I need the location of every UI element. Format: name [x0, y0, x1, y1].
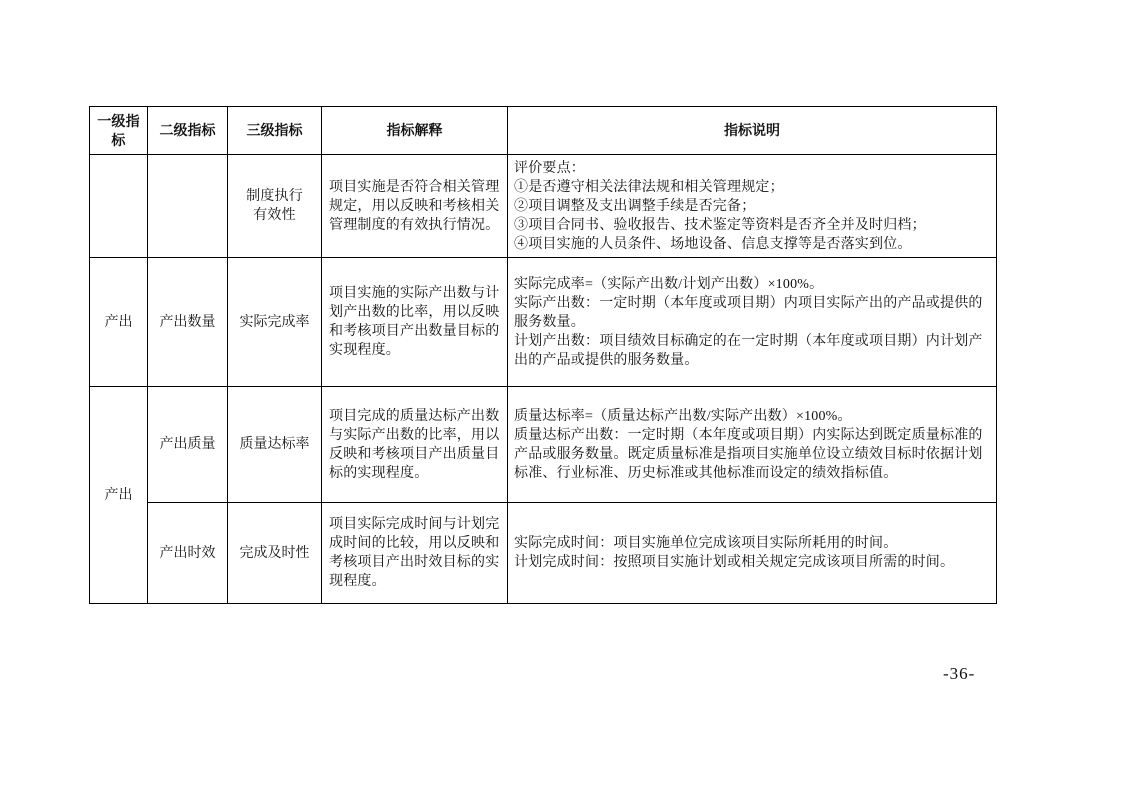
level3-cell: 实际完成率: [228, 258, 322, 387]
description-line: ④项目实施的人员条件、场地设备、信息支撑等是否落实到位。: [514, 236, 912, 252]
explanation-line: 管理制度的有效执行情况。: [329, 217, 500, 233]
level3-line: 有效性: [253, 208, 296, 223]
explanation-line: 规定，用以反映和考核相关: [329, 198, 500, 214]
description-line: 服务数量。: [514, 314, 585, 330]
description-line: 标准、行业标准、历史标准或其他标准而设定的绩效指标值。: [514, 465, 898, 481]
explanation-line: 项目实施的实际产出数与计: [329, 286, 500, 301]
description-line: ②项目调整及支出调整手续是否完备；: [514, 198, 756, 214]
description-cell: [508, 155, 997, 258]
description-cell: [508, 258, 997, 387]
description-line: 产品或服务数量。既定质量标准是指项目实施单位设立绩效目标时依据计划: [514, 446, 983, 462]
header-level2: 二级指标: [148, 107, 228, 155]
explanation-line: 划产出数的比率，用以反映: [329, 305, 500, 320]
explanation-cell: [322, 258, 508, 387]
table-row: [90, 503, 997, 604]
description-cell: [508, 503, 997, 604]
level2-cell: [148, 155, 228, 258]
page-number: -36-: [943, 664, 976, 683]
header-level1-line: 标: [111, 131, 126, 148]
header-level1: [90, 107, 148, 155]
description-line: ③项目合同书、验收报告、技术鉴定等资料是否齐全并及时归档；: [514, 217, 926, 233]
explanation-line: 现程度。: [329, 574, 386, 589]
level3-cell: 完成及时性: [228, 503, 322, 604]
explanation-line: 实现程度。: [329, 343, 400, 358]
explanation-line: 与实际产出数的比率，用以: [329, 427, 500, 443]
explanation-cell: [322, 503, 508, 604]
level1-cell: 产出: [90, 258, 148, 387]
header-level1-line: 一级指: [97, 112, 140, 129]
explanation-line: 考核项目产出时效目标的实: [329, 555, 500, 570]
description-line: ①是否遵守相关法律法规和相关管理规定；: [514, 179, 784, 195]
header-description: 指标说明: [508, 107, 997, 155]
description-line: 计划完成时间：按照项目实施计划或相关规定完成该项目所需的时间。: [514, 555, 955, 570]
indicator-table: [89, 106, 997, 604]
description-line: 质量达标率=（质量达标产出数/实际产出数）×100%。: [514, 408, 852, 424]
level2-cell: 产出质量: [148, 387, 228, 503]
level2-cell: 产出数量: [148, 258, 228, 387]
description-line: 评价要点：: [514, 160, 585, 176]
explanation-cell: [322, 155, 508, 258]
header-explanation: 指标解释: [322, 107, 508, 155]
description-line: 计划产出数：项目绩效目标确定的在一定时期（本年度或项目期）内计划产: [514, 333, 983, 349]
description-line: 实际产出数：一定时期（本年度或项目期）内项目实际产出的产品或提供的: [514, 295, 983, 311]
table-row: [90, 155, 997, 258]
explanation-line: 成时间的比较，用以反映和: [329, 536, 500, 551]
description-cell: [508, 387, 997, 503]
table-row: [90, 387, 997, 503]
explanation-line: 和考核项目产出数量目标的: [329, 324, 500, 339]
level3-line: 制度执行: [246, 189, 303, 204]
description-line: 实际完成时间：项目实施单位完成该项目实际所耗用的时间。: [514, 536, 898, 551]
description-line: 出的产品或提供的服务数量。: [514, 352, 699, 368]
explanation-line: 标的实现程度。: [329, 465, 429, 481]
level3-cell: 质量达标率: [228, 387, 322, 503]
explanation-line: 项目完成的质量达标产出数: [329, 408, 500, 424]
table-row: [90, 258, 997, 387]
description-line: 质量达标产出数：一定时期（本年度或项目期）内实际达到既定质量标准的: [514, 427, 983, 443]
explanation-line: 反映和考核项目产出质量目: [329, 446, 500, 462]
level3-cell: [228, 155, 322, 258]
level1-cell: [90, 155, 148, 258]
level1-cell: 产出: [90, 387, 148, 604]
description-line: 实际完成率=（实际产出数/计划产出数）×100%。: [514, 276, 824, 292]
header-row: [90, 107, 997, 155]
level2-cell: 产出时效: [148, 503, 228, 604]
explanation-line: 项目实施是否符合相关管理: [329, 179, 500, 195]
explanation-line: 项目实际完成时间与计划完: [329, 517, 500, 532]
header-level3: 三级指标: [228, 107, 322, 155]
explanation-cell: [322, 387, 508, 503]
